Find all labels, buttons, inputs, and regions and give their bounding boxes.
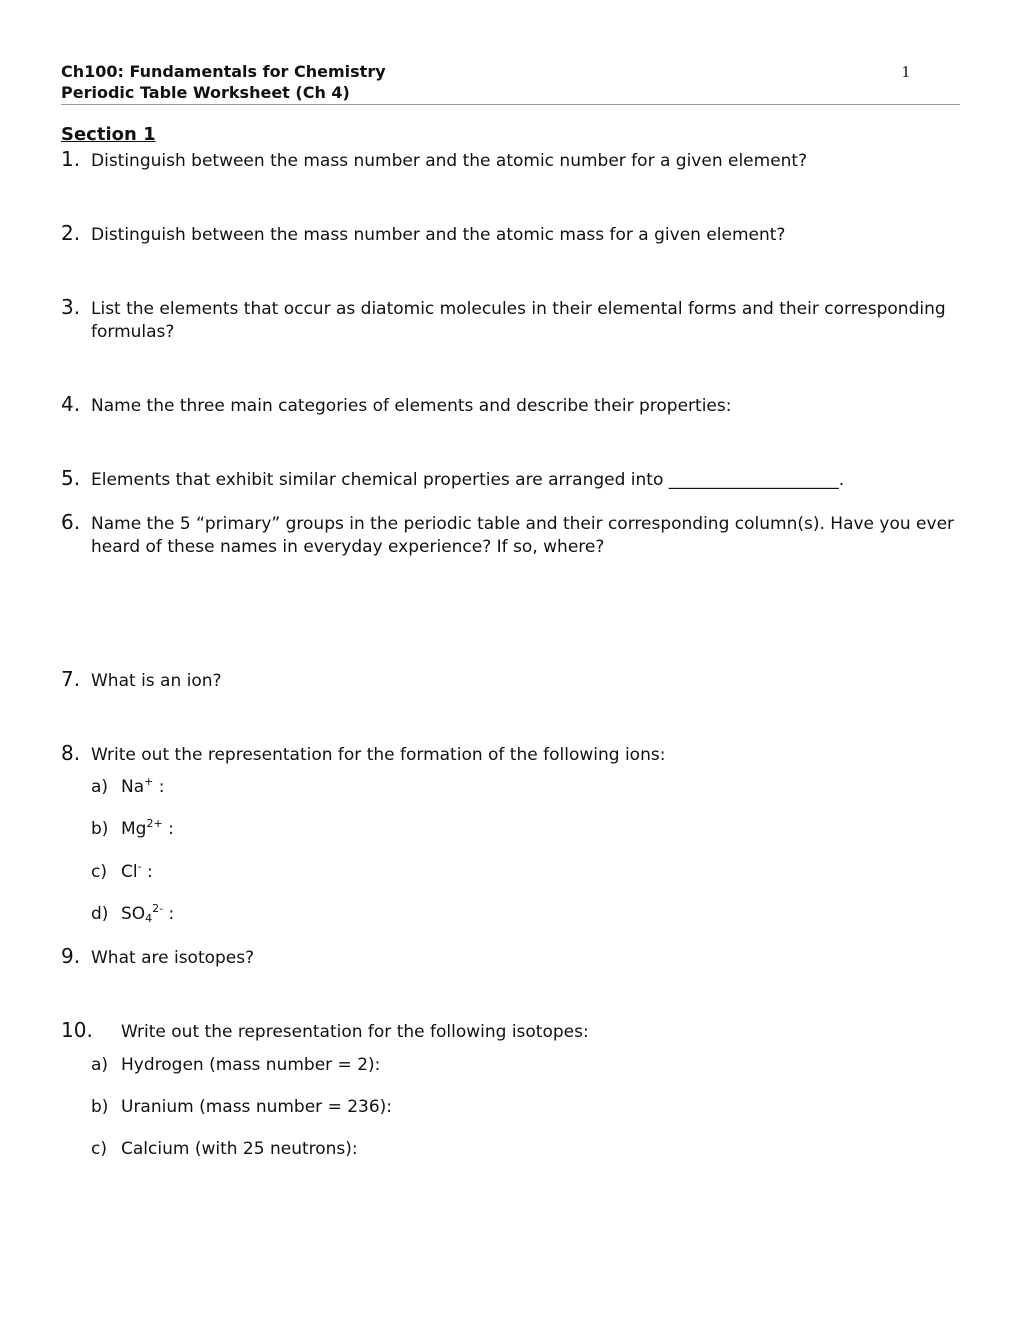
question-number: 2. (61, 221, 81, 245)
ion-charge: 2- (152, 902, 164, 915)
question-text: Distinguish between the mass number and the atomic mass for a given element? (91, 225, 786, 245)
isotope-text: Hydrogen (mass number = 2): (121, 1055, 381, 1075)
item-colon: : (141, 862, 153, 882)
item-colon: : (153, 777, 165, 797)
item-letter: c) (91, 862, 107, 882)
question-text: What are isotopes? (91, 948, 255, 968)
ion-symbol: Na (121, 777, 145, 797)
item-letter: d) (91, 904, 109, 924)
page-number: 1 (901, 62, 910, 81)
question-text: What is an ion? (91, 671, 222, 691)
ion-item-b (91, 818, 174, 840)
item-letter: a) (91, 1055, 109, 1075)
ion-item-c (91, 861, 153, 883)
ion-charge: + (144, 775, 154, 788)
question-number: 8. (61, 741, 81, 765)
question-number: 6. (61, 510, 81, 534)
question-number: 3. (61, 295, 81, 319)
question-number: 9. (61, 944, 81, 968)
question-number: 1. (61, 147, 81, 171)
question-text: Write out the representation for the following isotopes: (121, 1022, 589, 1042)
item-letter: c) (91, 1139, 107, 1159)
isotope-item-b (91, 1096, 392, 1118)
item-letter: a) (91, 777, 109, 797)
item-colon: : (162, 819, 174, 839)
ion-item-a (91, 776, 165, 798)
isotope-item-c (91, 1138, 358, 1160)
course-title: Ch100: Fundamentals for Chemistry (61, 62, 386, 81)
ion-subscript: 4 (145, 912, 153, 925)
ion-symbol: Cl (121, 862, 138, 882)
question-number: 4. (61, 392, 81, 416)
question-number: 7. (61, 667, 81, 691)
isotope-item-a (91, 1054, 380, 1076)
question-text: List the elements that occur as diatomic molecules in their elemental forms and their corresponding formulas? (91, 299, 946, 342)
question-text: Write out the representation for the formation of the following ions: (91, 745, 666, 765)
ion-symbol: Mg (121, 819, 147, 839)
worksheet-title: Periodic Table Worksheet (Ch 4) (61, 83, 350, 102)
item-letter: b) (91, 819, 109, 839)
ion-charge: - (137, 860, 142, 873)
ion-charge: 2+ (146, 817, 163, 830)
question-text: Name the three main categories of elements and describe their properties: (91, 396, 732, 416)
question-text: Elements that exhibit similar chemical properties are arranged into ____________________. (91, 470, 845, 490)
question-number: 10. (61, 1018, 93, 1042)
question-number: 5. (61, 466, 81, 490)
page-header (61, 62, 960, 105)
question-text: Name the 5 “primary” groups in the periodic table and their corresponding column(s). Have you ever heard of these names in everyday experience? If so, where? (91, 514, 955, 557)
isotope-text: Uranium (mass number = 236): (121, 1097, 393, 1117)
item-colon: : (163, 904, 175, 924)
ion-item-d (91, 903, 174, 925)
section-heading: Section 1 (61, 124, 156, 145)
item-letter: b) (91, 1097, 109, 1117)
question-text: Distinguish between the mass number and the atomic number for a given element? (91, 151, 808, 171)
isotope-text: Calcium (with 25 neutrons): (121, 1139, 358, 1159)
ion-symbol: SO (121, 904, 146, 924)
